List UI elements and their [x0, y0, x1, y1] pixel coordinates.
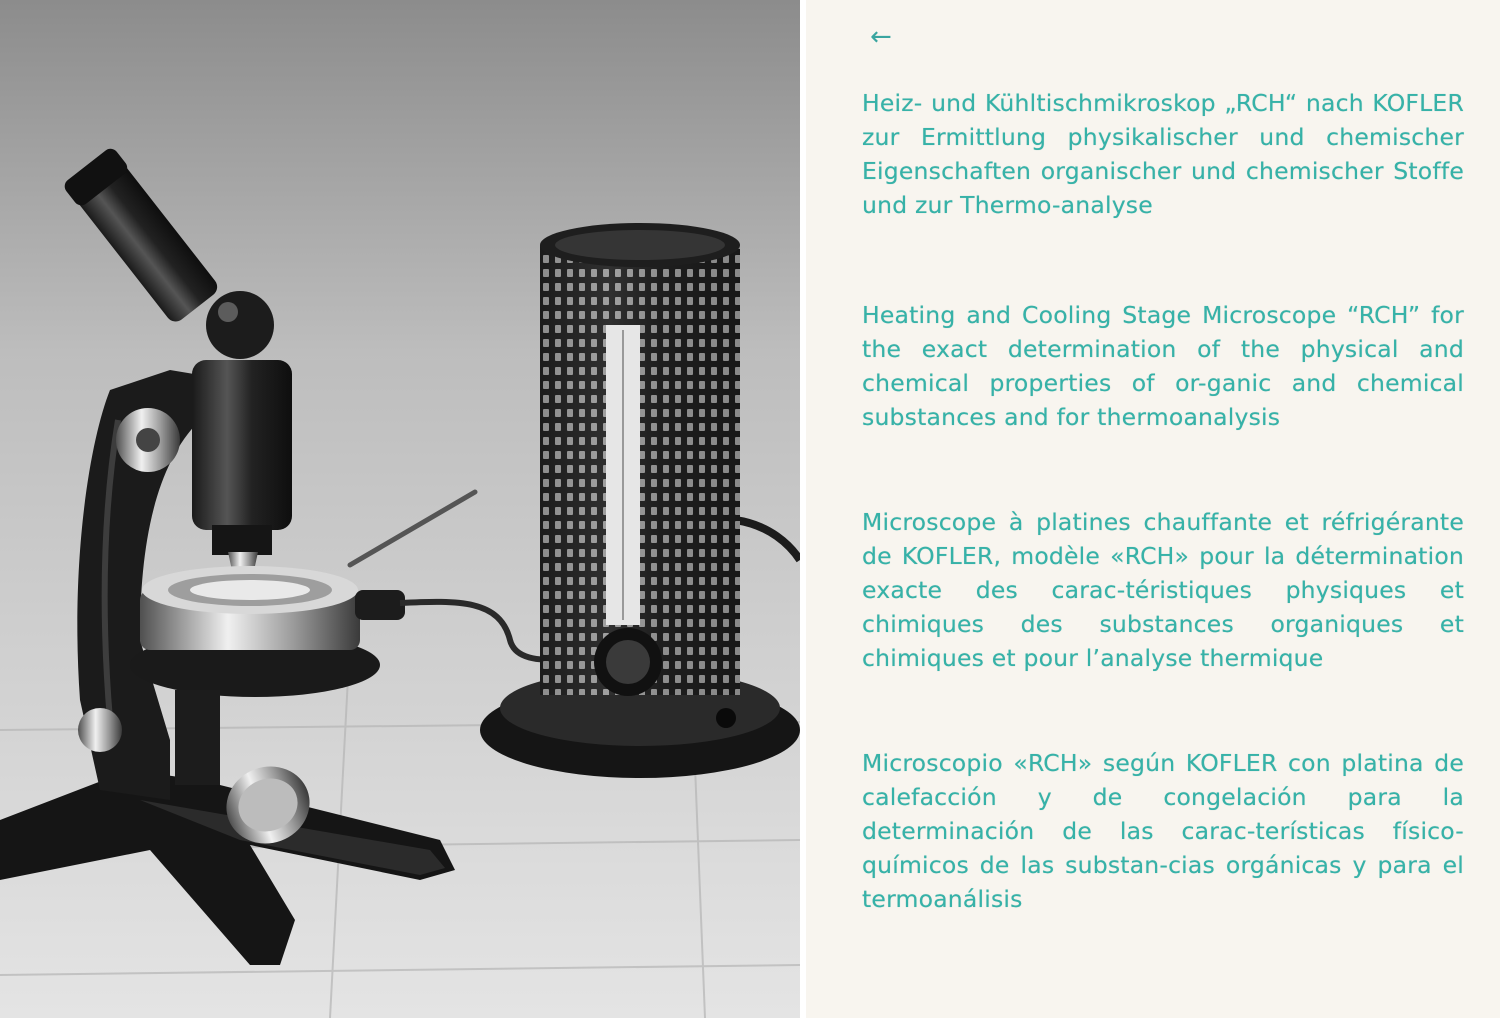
- description-german: Heiz- und Kühltischmikroskop „RCH“ nach KOFLER zur Ermittlung physikalischer und chemischer Eigenschaften organischer und chemischer Stoffe und zur Thermo-analyse: [862, 89, 1464, 219]
- description-french: Microscope à platines chauffante et réfrigérante de KOFLER, modèle «RCH» pour la détermination exacte des carac-téristiques physiques et chimiques des substances organiques et chimiques et pour l’analyse thermique: [862, 508, 1464, 672]
- description-panel: [806, 0, 1500, 1018]
- description-english: Heating and Cooling Stage Microscope “RCH” for the exact determination of the physical and chemical properties of or-ganic and chemical substances and for thermoanalysis: [862, 301, 1464, 431]
- description-spanish: Microscopio «RCH» según KOFLER con platina de calefacción y de congelación para la determinación de las carac-terísticas físico-químicos de las substan-cias orgánicas y para el termoanálisis: [862, 749, 1464, 913]
- back-arrow-icon[interactable]: ←: [870, 22, 892, 52]
